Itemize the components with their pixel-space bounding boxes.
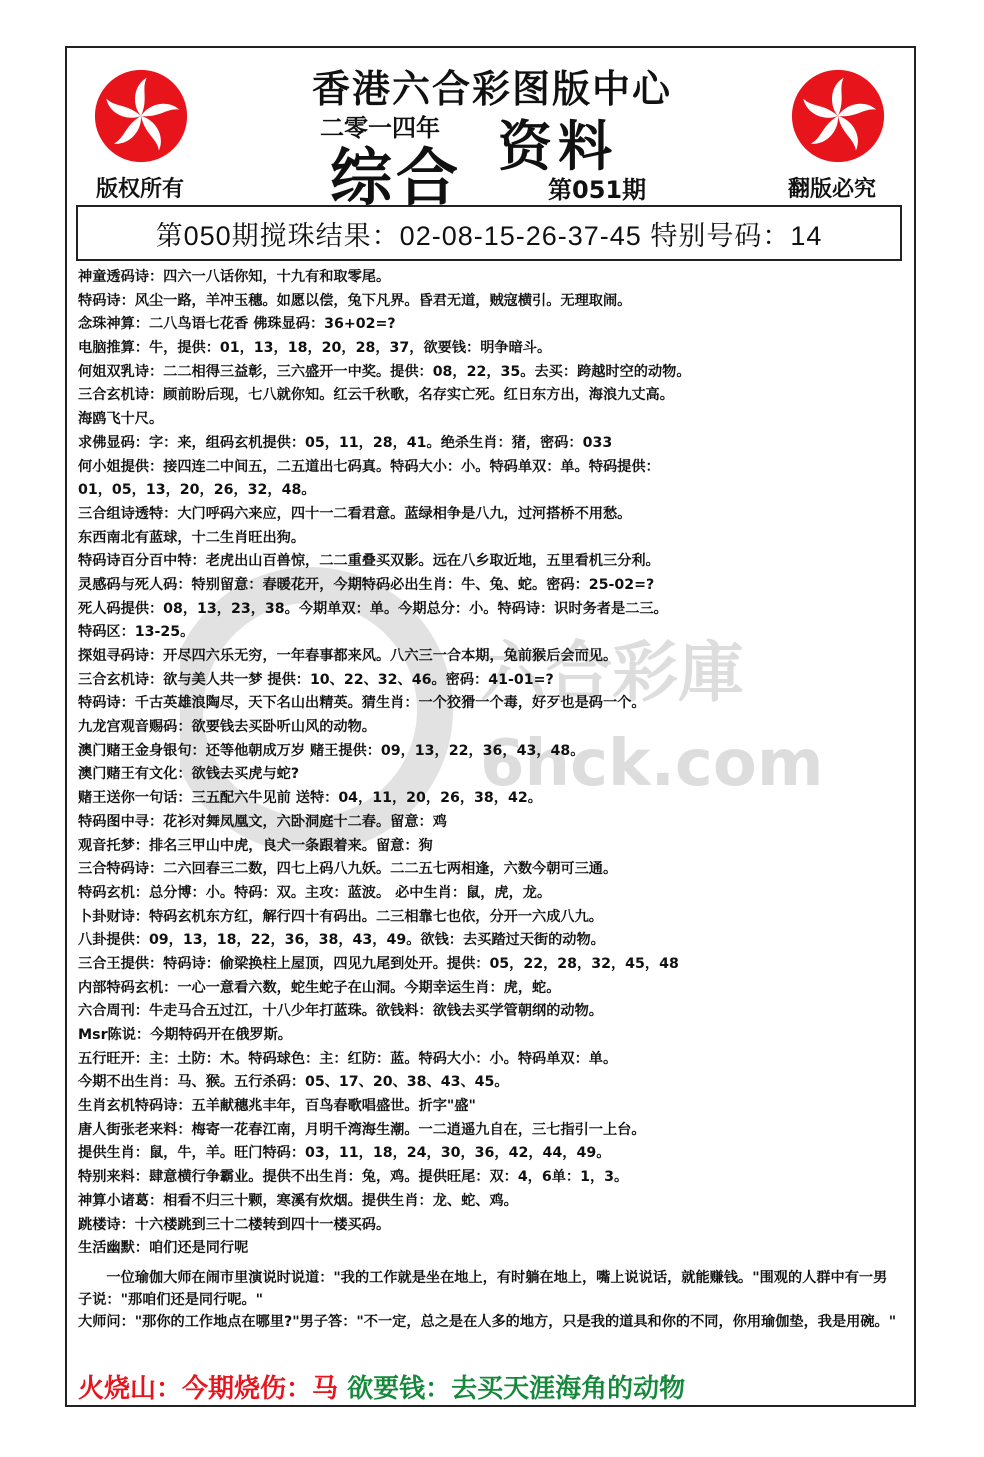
info-line: 神童透码诗：四六一八话你知，十九有和取零尾。 [78,269,391,285]
humor-story [78,1267,898,1333]
info-line: 海鸥飞十尺。 [78,411,164,428]
watermark-domain: 6hck.com [480,727,824,801]
draw-result-box [76,205,902,261]
info-line: 观音托梦：排名三甲山中虎，良犬一条跟着来。留意：狗 [78,837,433,854]
info-line: 三合王提供：特码诗：偷梁换柱上屋顶，四见九尾到处开。提供：05，22，28，32，45，48 [78,955,679,972]
info-line: 赌王送你一句话：三五配六牛见前 送特：04，11，20，26，38，42。 [78,790,542,807]
story-paragraph: 一位瑜伽大师在闹市里演说时说道："我的工作就是坐在地上，有时躺在地上，嘴上说说话，就能赚钱。"围观的人群中有一男子说："那咱们还是同行呢。" [78,1269,888,1308]
info-line: 特码诗：风尘一路，羊冲玉穗。如愿以偿，兔下凡界。昏君无道，贼寇横引。无理取闹。 [78,292,632,309]
info-line: 神算小诸葛：相看不归三十颗，寒溪有炊烟。提供生肖：龙、蛇、鸡。 [78,1192,518,1209]
footer-green-text: 欲要钱：去买天涯海角的动物 [347,1374,686,1404]
info-line: Msr陈说：今期特码开在俄罗斯。 [78,1027,292,1043]
info-line: 求佛显码：字：来，组码玄机提供：05，11，28，41。绝杀生肖：猪，密码：033 [78,434,613,451]
info-line: 三合玄机诗：欲与美人共一梦 提供：10、22、32、46。密码：41-01=? [78,671,554,688]
info-line: 五行旺开：主：土防：木。特码球色：主：红防：蓝。特码大小：小。特码单双：单。 [78,1050,618,1067]
info-line: 内部特码玄机：一心一意看六数，蛇生蛇子在山洞。今期幸运生肖：虎，蛇。 [78,979,561,996]
info-line: 死人码提供：08，13，23，38。今期单双：单。今期总分：小。特码诗：识时务者是二三。 [78,600,668,617]
info-line: 跳楼诗：十六楼跳到三十二楼转到四十一楼买码。 [78,1216,391,1233]
info-line: 六合周刊：牛走马合五过江，十八少年打蓝珠。欲钱料：欲钱去买学管朝纲的动物。 [78,1003,603,1020]
info-line: 灵感码与死人码：特别留意：春暖花开，今期特码必出生肖：牛、兔、蛇。密码：25-02=? [78,576,655,593]
info-line: 生活幽默：咱们还是同行呢 [78,1240,249,1257]
watermark-brand: 六合彩庫 [480,634,744,711]
main-title-part2: 资料 [498,115,618,178]
info-line: 特别来料：肆意横行争霸业。提供不出生肖：兔，鸡。提供旺尾：双：4，6单：1，3。 [78,1169,629,1186]
info-line: 东西南北有蓝球，十二生肖旺出狗。 [78,529,306,546]
copyright-label: 版权所有 [96,177,185,202]
footer-red-text: 火烧山：今期烧伤：马 [78,1374,339,1404]
info-line: 卜卦财诗：特码玄机东方红，解行四十有码出。二三相靠七也依，分开一六成八九。 [78,908,603,925]
info-line: 九龙宫观音赐码：欲要钱去买卧听山风的动物。 [78,719,376,736]
info-line: 特码图中寻：花衫对舞凤凰文，六卧洞庭十二春。留意：鸡 [78,813,447,830]
info-line: 特码诗：千古英雄浪陶尽，天下名山出精英。猜生肖：一个狡猾一个毒，好歹也是码一个。 [78,695,646,712]
info-line: 澳门赌王金身银句：还等他朝成万岁 赌王提供：09，13，22，36，43，48。 [78,742,585,759]
info-line: 特码诗百分百中特：老虎出山百兽惊，二二重叠买双影。远在八乡取近地，五里看机三分利。 [78,553,660,570]
info-line: 澳门赌王有文化：欲钱去买虎与蛇? [78,766,300,783]
footer-banner [78,1368,906,1405]
info-lines [78,266,906,1261]
content-body [78,266,906,1333]
info-line: 特码玄机：总分博：小。特码：双。主攻：蓝波。 必中生肖：鼠，虎，龙。 [78,884,552,901]
no-reprint-label: 翻版必究 [788,177,877,202]
info-line: 何小姐提供：接四连二中间五，二五道出七码真。特码大小：小。特码单双：单。特码提供： [78,458,660,475]
info-line: 提供生肖：鼠，牛，羊。旺门特码：03，11，18，24，30，36，42，44，49。 [78,1145,611,1162]
info-line: 生肖玄机特码诗：五羊献穗兆丰年，百鸟春歌唱盛世。折字"盛" [78,1098,476,1115]
info-line: 念珠神算：二八鸟语七花香 佛珠显码：36+02=? [78,316,396,333]
main-title-part1: 综合 [330,141,463,214]
info-line: 唐人街张老来料：梅寄一花春江南，月明千湾海生潮。一二逍遥九自在，三七指引一上台。 [78,1121,646,1138]
issue-number: 第051期 [548,176,647,204]
info-line: 三合组诗透特：大门呼码六来应，四十一二看君意。蓝绿相争是八九，过河搭桥不用愁。 [78,505,632,522]
info-line: 三合特码诗：二六回春三二数，四七上码八九妖。二二五七两相逢，六数今朝可三通。 [78,861,618,878]
info-line: 特码区：13-25。 [78,624,195,641]
info-line: 何姐双乳诗：二二相得三益彰，三六盛开一中奖。提供：08，22，35。去买：跨越时空的动物。 [78,363,691,380]
info-line: 三合玄机诗：顾前盼后现，七八就你知。红云千秋歌，名存实亡死。红日东方出，海浪九丈高。 [78,387,674,404]
year-label: 二零一四年 [320,114,440,142]
info-line: 今期不出生肖：马、猴。五行杀码：05、17、20、38、43、45。 [78,1074,509,1091]
info-line: 探姐寻码诗：开尽四六乐无穷，一年春事都来风。八六三一合本期，兔前猴后会而见。 [78,648,618,664]
story-paragraph: 大师问："那你的工作地点在哪里?"男子答："不一定，总之是在人多的地方，只是我的道具和你的不同，你用瑜伽垫，我是用碗。" [78,1313,897,1330]
info-line: 01，05，13，20，26，32，48。 [78,482,316,499]
info-line: 电脑推算：牛，提供：01，13，18，20，28，37，欲要钱：明争暗斗。 [78,340,552,357]
info-line: 八卦提供：09，13，18，22，36，38，43，49。欲钱：去买踏过天街的动物。 [78,932,605,949]
page-title: 香港六合彩图版中心 [311,67,672,111]
draw-result-text: 第050期搅珠结果：02-08-15-26-37-45 特别号码：14 [155,220,823,251]
